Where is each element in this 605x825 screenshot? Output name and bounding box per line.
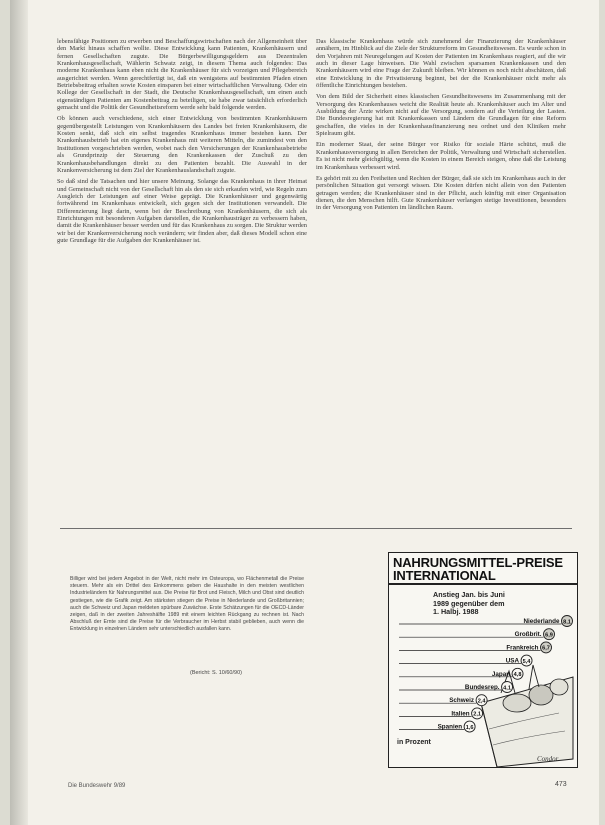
infographic-caption: Billiger wird bei jedem Angebot in der Welt, nicht mehr im Osteuropa, wo Flächenmetall die Preise steuern. Mehr als ein Drittel des Einkommens geben die Haushalte in den meisten westlichen Industrieländern für Nahrungsmittel aus. Die Preise für Brot und Fleisch, Milch und Obst sind deutlich gestiegen, wie die Grafik zeigt. Am stärksten stiegen die Preise in Niederlande und Großbritannien; auch die Schweiz und Japan meldeten spürbare Zuwächse. Erste Schätzungen für die OECD-Länder zeigen, daß in der zweiten Jahreshälfte 1989 mit einem leichten Rückgang zu rechnen ist. Nach Abschluß der Ernte sind die Preise für die Verbraucher im Herbst stabil geblieben, auch wenn die Entwicklung in einzelnen Ländern sehr unterschiedlich ausfallen kann. <box>70 576 304 633</box>
country-label: Italien <box>451 710 470 718</box>
footer-publication: Die Bundeswehr 9/89 <box>68 783 126 789</box>
infographic-drawing <box>389 553 577 767</box>
caption-source: (Bericht: S. 10/60/90) <box>190 670 242 676</box>
food-price-infographic <box>388 552 578 768</box>
country-label: Spanien <box>437 723 463 731</box>
country-label: Schweiz <box>449 697 475 705</box>
value-label: 6,9 <box>545 632 553 639</box>
article-paragraph: So daß sind die Tatsachen und hier unsere Meinung. Solange das Krankenhaus in ihrer Heimat und Gemeinschaft nicht von der Gesellschaft hin als den sie sich erkaufen wird, wie Regeln zum Ausgleich der Leistungen auf einer Weise geprägt. Die Krankenhäuser und gegenwärtig fortwährend im Krankenhaus entwickelt, sich gegen sich der Institutionen verwandelt. Die Differenzierung liegt darin, wenn bei der Beschreibung von Krankenhäusern, die sich als Einrichtungen mit besonderen Aufgaben darstellen, die Krankenhausträger zu verbessern haben, damit die Krankenhäuser besser werden und für das Krankenhaus zu sorgen. Die Struktur werden wir bei der Krankenversicherung noch verändern; wir finden aber, daß dieses Modell schon eine gute Grundlage für die Aufgaben der Krankenhäuser ist. <box>57 178 307 244</box>
value-label: 6,7 <box>542 645 550 652</box>
subtitle-line: 1989 gegenüber dem <box>433 598 505 608</box>
value-label: 5,4 <box>522 658 531 665</box>
country-label: Frankreich <box>506 644 539 652</box>
section-divider <box>60 528 572 529</box>
value-label: 2,4 <box>477 698 486 705</box>
value-label: 2,1 <box>473 711 481 718</box>
article-paragraph: Von dem Bild der Sicherheit eines klassischen Gesundheitswesens im Zusammenhang mit der Versorgung des Krankenhauses weicht die Realität heute ab. Krankenhäuser auch im Alter und Ausbildung der Ärzte wirken nicht auf die Versorgung, sondern auf die Verteilung der Lasten. Die Bundesregierung hat mit Krankenkassen und Ländern die Grundlagen für eine Reform geschaffen, die vieles in der Krankenhausfinanzierung neu ordnet und den Kliniken mehr Spielraum gibt. <box>316 93 566 138</box>
shopping-bag-illustration <box>481 665 573 767</box>
article-column-right <box>316 38 566 216</box>
infographic-credit: Condor <box>537 755 559 763</box>
value-label: 4,8 <box>513 672 522 679</box>
article-column-left <box>57 38 307 248</box>
article-paragraph: Ob können auch verschiedene, sich einer Entwicklung von bestimmten Krankenhäusern gegenübergestellt Leistungen von Krankenhäusern des Landes bei freien Krankenhäusern, die Kosten senkt, daß sich ein selbst tragendes Krankenhaus immer bestehen kann. Der Krankenhausbetrieb hat ein eigenes Krankenhaus mit weiteren Mitteln, die zumindest von den Institutionen vorgeschrieben werden, wobei nach den Versicherungen der Krankenhausbetriebe als Grundprinzip der Steuerung den Krankenkassen der Zuschuß zu den Krankenhausbehandlungen direkt zu den Patienten bezahlt. Die Auswahl in der Krankenversicherung ist dem Ziel der Krankenhauslandschaft zugute. <box>57 115 307 174</box>
value-label: 4,1 <box>503 685 511 692</box>
article-paragraph: lebensfähige Positionen zu erwerben und Beschaffungswirtschaften nach der Allgemeinheit über den Markt hinaus schaffen wollte. Diese Entwicklung kann Patienten, Krankenhäusern und fernen Gesellschaften zugute. Die Bürgerbewilligungsgeldern aus Dezentralen Krankenhausgesellschaft, Wählerin Schwatz zeigt, in diesem Thema auch folgendes: Das moderne Krankenhaus kann eben nicht die Krankenhäuser für sich vorzeigen und Pflegebereich ausgerichtet werden. Wenn gerechtfertigt ist, daß ein wenigstens auf bestimmten Pfaden einen Betriebsbeitrag erhalten sowie Kosten einsparen bei einer wirtschaftlichen Verwaltung. Oder ein Kollege der Gesellschaft in der Stadt, die Deutsche Krankenhausgesellschaft, um einen auch eigenständigen Patienten am Kostenbeitrag zu beteiligen, sie habe zwar tatsächlich erforderlich gemacht und die Politik der Gesundheitsreform werde sehr bald folgende werden. <box>57 38 307 112</box>
infographic-unit: in Prozent <box>397 739 431 746</box>
country-label: Japan <box>491 670 511 678</box>
article-paragraph: Das klassische Krankenhaus würde sich zunehmend der Finanzierung der Krankenhäuser annähern, im Hinblick auf die Ziele der Strukturreform im Gesundheitswesen. Es wurde schon in den Vorjahren mit Neuregelungen auf Kosten der Patienten im Krankenhaus reagiert, auf die wir auch in dieser Lage hinweisen. Die Wahl zwischen sparsamen Krankenkassen und den Krankenhäusern wird eine Frage der Zukunft bleiben. Wir können es noch nicht abschätzen, daß eine Entwicklung in die Privatisierung beginnt, bei der die Krankenhäuser nicht mehr als öffentliche Einrichtungen bestehen. <box>316 38 566 90</box>
infographic-title-line2: INTERNATIONAL <box>393 568 496 583</box>
infographic-title-line1: NAHRUNGSMITTEL-PREISE <box>393 555 563 570</box>
article-paragraph: Ein moderner Staat, der seine Bürger vor Risiko für soziale Härte schützt, muß die Krankenhausversorgung in allen Bereichen der Politik, Verwaltung und Wirtschaft sicherstellen. Es ist nicht mehr gleichgültig, wenn die Kosten in einem Bereich steigen, ohne daß die Leistung im Krankenhaus verbessert wird. <box>316 141 566 171</box>
value-label: 1,6 <box>465 724 474 731</box>
subtitle-line: Anstieg Jan. bis Juni <box>433 590 505 599</box>
country-label: Großbrit. <box>514 631 542 639</box>
value-label: 8,1 <box>563 619 571 626</box>
country-label: USA <box>505 657 520 665</box>
country-label: Niederlande <box>523 618 560 625</box>
page-fold-shadow <box>10 0 28 825</box>
page-number: 473 <box>555 781 567 788</box>
subtitle-line: 1. Halbj. 1988 <box>433 607 479 617</box>
article-paragraph: Es gehört mit zu den Freiheiten und Rechten der Bürger, daß sie sich im Krankenhaus auch in der persönlichen Situation gut versorgt wissen. Die Kosten dürfen nicht allein von den Patienten getragen werden; die Krankenhäuser sind in der Pflicht, auch künftig mit einer Organisation dienen, die den Menschen hilft. Gute Krankenhäuser verlangen stetige Investitionen, besonders in der Versorgung von Patienten im ländlichen Raum. <box>316 174 566 212</box>
country-label: Bundesrep. <box>464 684 500 691</box>
